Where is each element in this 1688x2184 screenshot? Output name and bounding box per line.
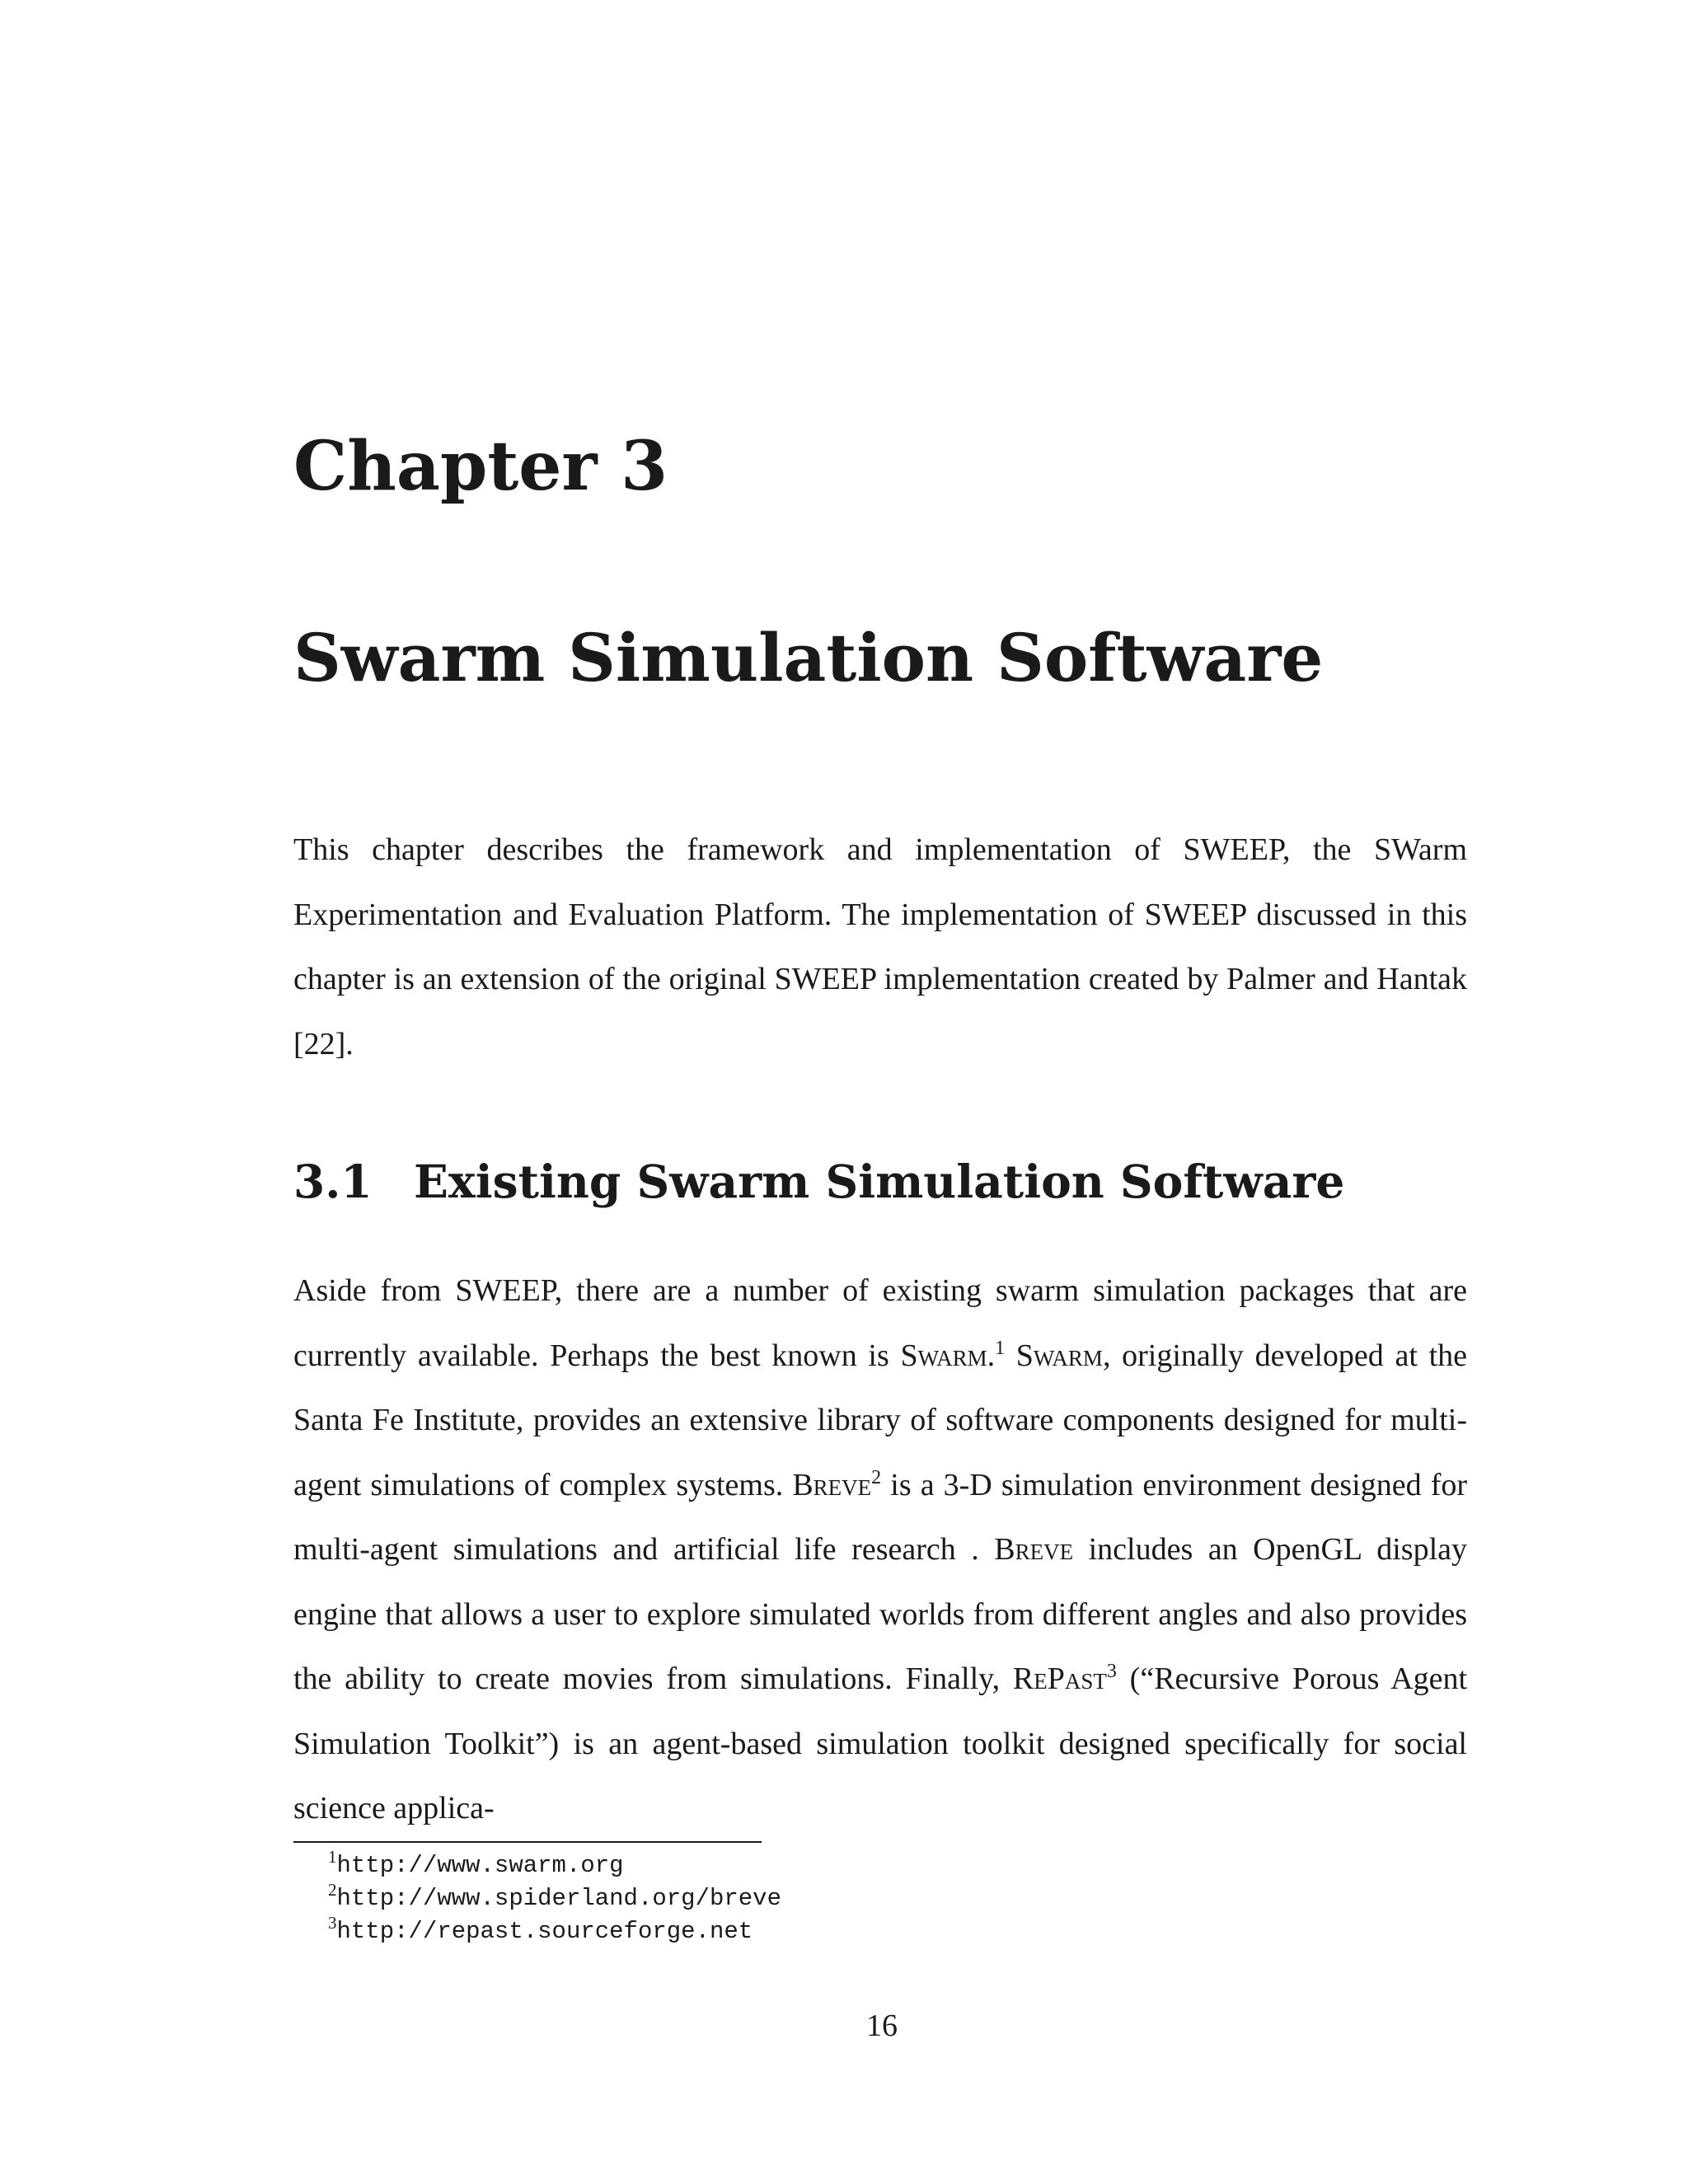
repast-name: RePast	[1012, 1661, 1107, 1696]
section-title: Existing Swarm Simulation Software	[414, 1155, 1345, 1208]
swarm-name: Swarm	[900, 1338, 987, 1373]
footnote-2	[328, 1882, 781, 1915]
footnote-mark: 2	[328, 1880, 337, 1900]
chapter-label: Chapter 3	[293, 427, 668, 506]
section-heading	[293, 1155, 1345, 1208]
footnote-rule	[293, 1841, 762, 1843]
footnote-ref-1[interactable]: 1	[995, 1337, 1006, 1359]
footnote-1	[328, 1849, 781, 1882]
chapter-title: Swarm Simulation Software	[293, 619, 1324, 696]
footnotes	[328, 1849, 781, 1948]
footnote-3	[328, 1915, 781, 1948]
swarm-name: Swarm	[1015, 1338, 1103, 1373]
section-paragraph: Aside from SWEEP, there are a number of existing swarm simulation packages that are currently available. Perhaps the best known is Swarm.$^1$ Swarm, originally developed at the Santa Fe Institute, provides an extensive library of software components designed for multi-agent simulations of complex systems. Breve$^2$ is a 3-D simulation environment designed for multi-agent simulations and artificial life research . Breve includes an OpenGL display engine that allows a user to explore simulated worlds from different angles and also provides the ability to create movies from simulations. Finally, RePast$^3$ (“Recursive Porous Agent Simulation Toolkit”) is an agent-based simulation toolkit designed specifically for social science applica-	[293, 1273, 1468, 1825]
intro-paragraph: This chapter describes the framework and implementation of SWEEP, the SWarm Experimentation and Evaluation Platform. The implementation of SWEEP discussed in this chapter is an extension of the original SWEEP implementation created by Palmer and Hantak [22].	[293, 832, 1467, 1062]
page-number: 16	[866, 2008, 898, 2043]
footnote-url-link[interactable]: http://www.spiderland.org/breve	[336, 1885, 781, 1912]
footnote-mark: 1	[328, 1847, 337, 1867]
footnote-ref-3[interactable]: 3	[1106, 1661, 1117, 1682]
section-number: 3.1	[293, 1155, 373, 1208]
breve-name: Breve	[994, 1532, 1074, 1567]
footnote-url-link[interactable]: http://repast.sourceforge.net	[336, 1918, 753, 1945]
breve-name: Breve	[792, 1467, 872, 1502]
footnote-url-link[interactable]: http://www.swarm.org	[336, 1852, 624, 1879]
footnote-mark: 3	[328, 1913, 337, 1933]
footnote-ref-2[interactable]: 2	[871, 1466, 882, 1488]
